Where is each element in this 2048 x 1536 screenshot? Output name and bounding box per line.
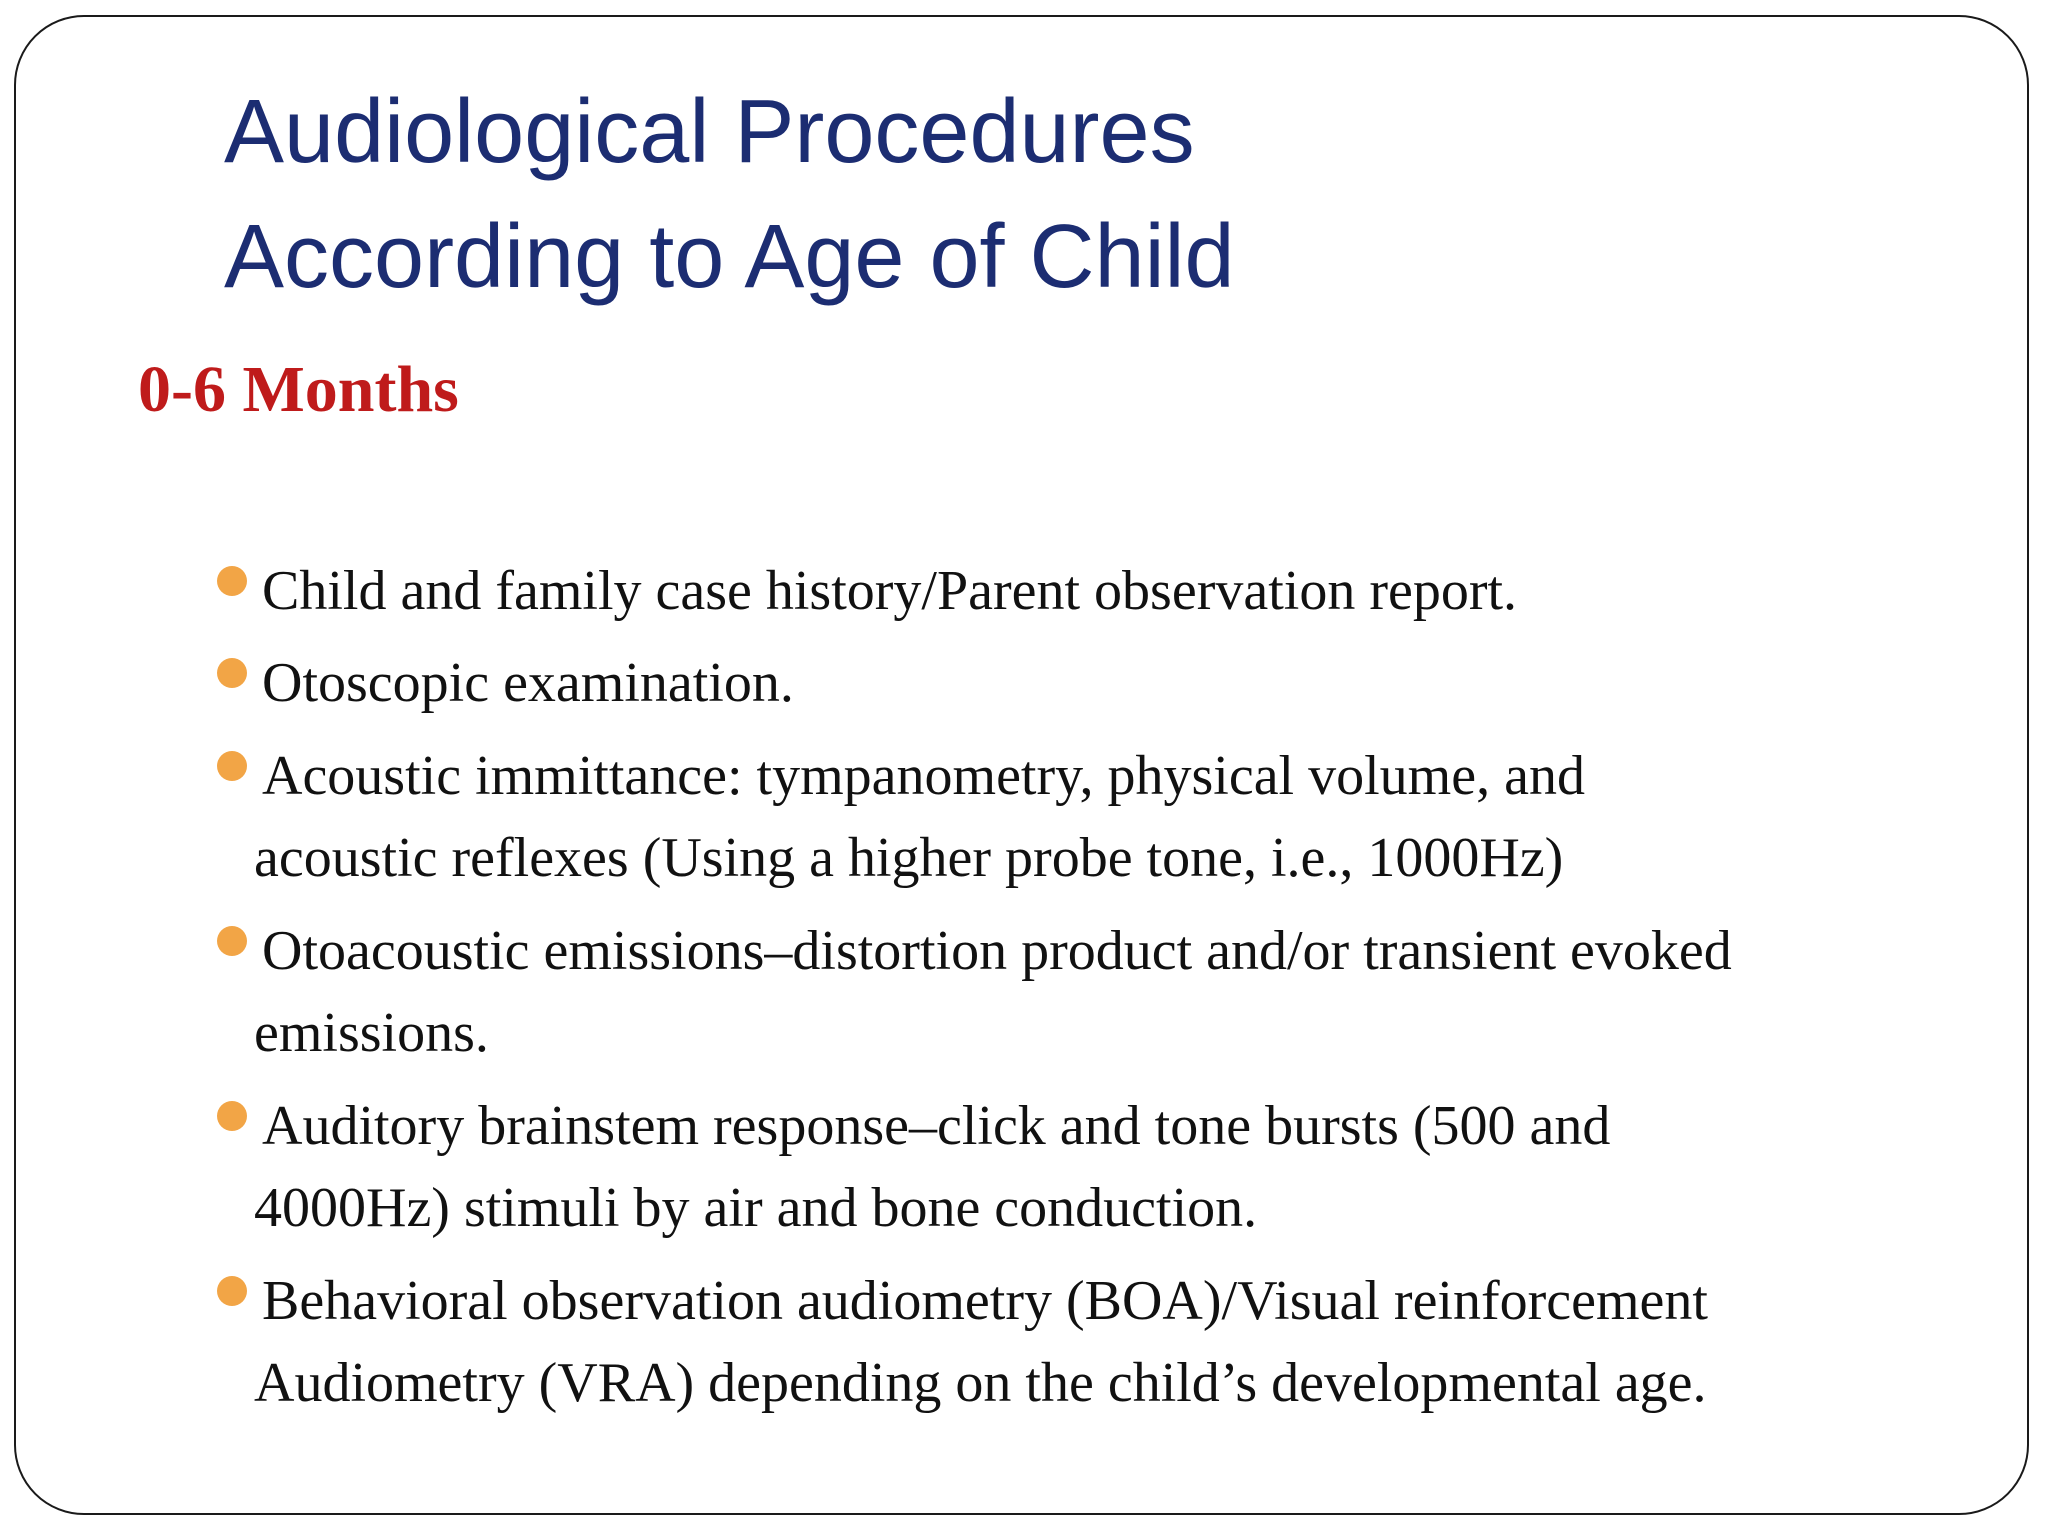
bullet-text: Child and family case history/Parent observation report. (262, 560, 1518, 622)
bullet-text: Otoscopic examination. (262, 652, 794, 714)
bullet-item-immittance (254, 735, 1982, 899)
bullet-dot-icon (217, 566, 247, 596)
bullet-item-behavioral (254, 1260, 1982, 1424)
bullet-text: Acoustic immittance: tympanometry, physical volume, and (262, 745, 1585, 807)
bullet-text-continued: 4000Hz) stimuli by air and bone conduction. (254, 1177, 1258, 1239)
slide-title (224, 70, 1235, 320)
bullet-item-otoscopic (262, 642, 1982, 724)
bullet-text: Auditory brainstem response–click and tone bursts (500 and (262, 1095, 1611, 1157)
bullet-text-continued: acoustic reflexes (Using a higher probe tone, i.e., 1000Hz) (254, 827, 1564, 889)
bullet-dot-icon (217, 1101, 247, 1131)
bullet-dot-icon (217, 1276, 247, 1306)
bullet-item-case-history (262, 550, 1982, 632)
bullet-dot-icon (217, 658, 247, 688)
bullet-text: Otoacoustic emissions–distortion product and/or transient evoked (262, 920, 1732, 982)
bullet-item-abr (254, 1085, 1982, 1249)
bullet-text: Behavioral observation audiometry (BOA)/Visual reinforcement (262, 1270, 1708, 1332)
bullet-dot-icon (217, 926, 247, 956)
slide-title-line-1: Audiological Procedures (224, 82, 1195, 182)
section-heading: 0-6 Months (138, 353, 459, 426)
bullet-dot-icon (217, 751, 247, 781)
bullet-text-continued: Audiometry (VRA) depending on the child’s developmental age. (254, 1352, 1707, 1414)
bullet-item-otoacoustic (254, 910, 1982, 1074)
bullet-text-continued: emissions. (254, 1002, 489, 1064)
slide-title-line-2: According to Age of Child (224, 207, 1235, 307)
